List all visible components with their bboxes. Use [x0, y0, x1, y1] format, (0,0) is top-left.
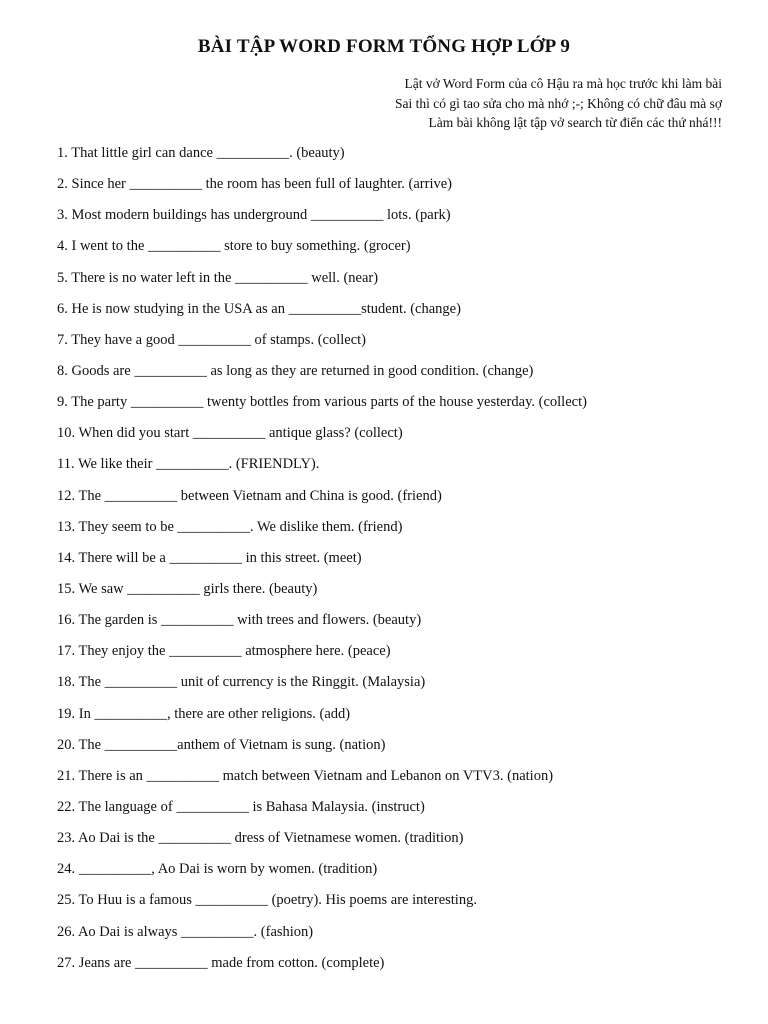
question-item: 11. We like their __________. (FRIENDLY). — [57, 456, 320, 473]
question-item: 5. There is no water left in the __________ well. (near) — [57, 269, 379, 286]
question-item: 21. There is an __________ match between Vietnam and Lebanon on VTV3. (nation) — [57, 767, 554, 784]
question-item: 24. __________, Ao Dai is worn by women. (tradition) — [57, 861, 378, 878]
question-item: 18. The __________ unit of currency is the Ringgit. (Malaysia) — [57, 674, 426, 691]
question-item: 19. In __________, there are other religions. (add) — [57, 705, 351, 722]
note-line: Làm bài không lật tập vở search từ điển các thứ nhá!!! — [428, 115, 722, 130]
question-item: 13. They seem to be __________. We dislike them. (friend) — [57, 518, 403, 535]
question-item: 10. When did you start __________ antique glass? (collect) — [57, 425, 403, 442]
question-item: 17. They enjoy the __________ atmosphere here. (peace) — [57, 643, 391, 660]
question-item: 26. Ao Dai is always __________. (fashion) — [57, 923, 314, 940]
question-item: 12. The __________ between Vietnam and China is good. (friend) — [57, 487, 442, 504]
worksheet-title: BÀI TẬP WORD FORM TỔNG HỢP LỚP 9 — [197, 36, 571, 57]
question-item: 25. To Huu is a famous __________ (poetry). His poems are interesting. — [57, 892, 477, 909]
question-item: 6. He is now studying in the USA as an __________student. (change) — [57, 300, 461, 317]
question-item: 1. That little girl can dance __________. (beauty) — [57, 145, 345, 161]
question-item: 2. Since her __________ the room has been full of laughter. (arrive) — [57, 176, 453, 193]
question-item: 9. The party __________ twenty bottles from various parts of the house yesterday. (collect) — [57, 394, 587, 411]
question-item: 14. There will be a __________ in this street. (meet) — [57, 549, 362, 566]
question-item: 8. Goods are __________ as long as they are returned in good condition. (change) — [57, 362, 534, 379]
question-item: 22. The language of __________ is Bahasa Malaysia. (instruct) — [57, 798, 425, 815]
question-item: 20. The __________anthem of Vietnam is sung. (nation) — [57, 736, 386, 753]
note-line: Lật vở Word Form của cô Hậu ra mà học trước khi làm bài — [404, 76, 722, 91]
question-list — [57, 143, 587, 984]
question-item: 7. They have a good __________ of stamps. (collect) — [57, 331, 366, 348]
question-item: 27. Jeans are __________ made from cotton. (complete) — [57, 954, 385, 971]
question-item: 15. We saw __________ girls there. (beauty) — [57, 580, 318, 597]
question-item: 16. The garden is __________ with trees and flowers. (beauty) — [57, 612, 422, 629]
note-line: Sai thì có gì tao sửa cho mà nhớ ;-; Không có chữ đâu mà sợ — [395, 95, 722, 111]
question-item: 23. Ao Dai is the __________ dress of Vietnamese women. (tradition) — [57, 830, 464, 847]
question-item: 4. I went to the __________ store to buy something. (grocer) — [57, 238, 411, 255]
question-item: 3. Most modern buildings has underground __________ lots. (park) — [57, 207, 451, 224]
instruction-notes — [395, 74, 722, 133]
